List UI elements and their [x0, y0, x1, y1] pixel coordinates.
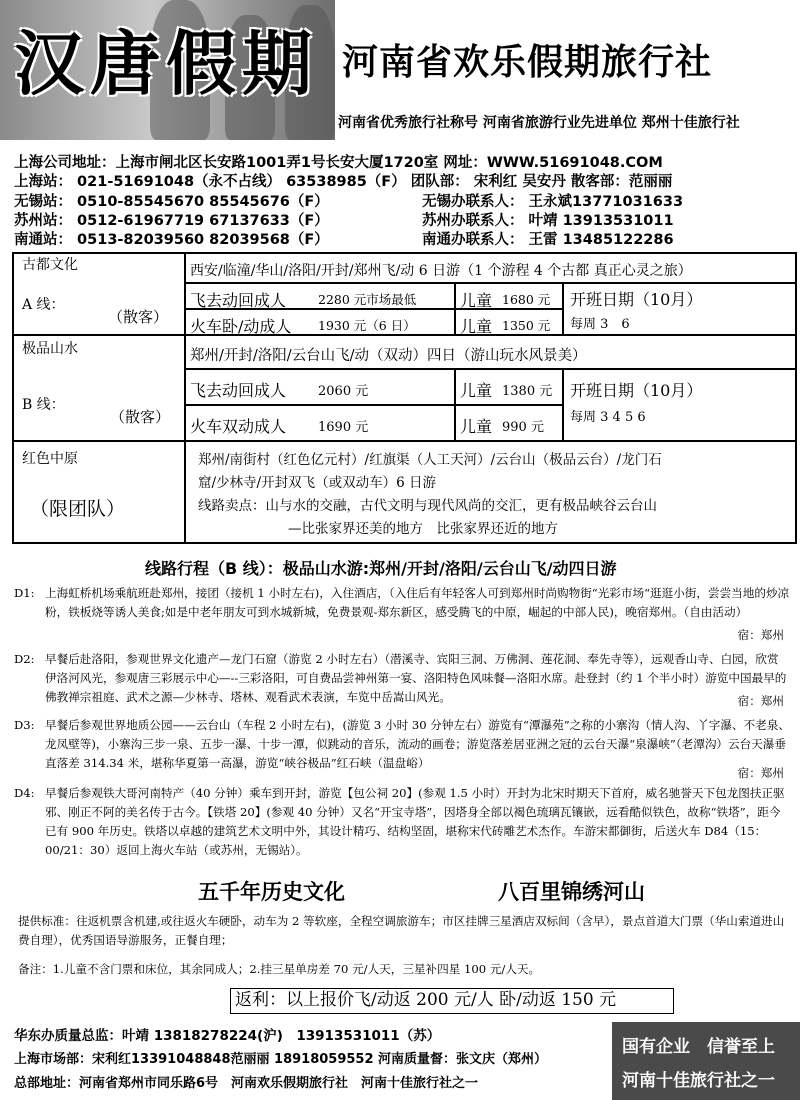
route-a-fly-label: 飞去动回成人 [190, 291, 287, 310]
honors-line: 河南省优秀旅行社称号 河南省旅游行业先进单位 郑州十佳旅行社 [338, 115, 740, 131]
route-b-child-train-label: 儿童 [460, 417, 493, 436]
agency-name: 河南省欢乐假期旅行社 [342, 42, 713, 83]
route-c-desc-2: 窟/少林寺/开封双飞（或双动车）6 日游 [198, 475, 436, 491]
route-c-title: 红色中原 [22, 451, 78, 467]
hq-address: 总部地址：河南省郑州市同乐路6号 河南欢乐假期旅行社 河南十佳旅行社之一 [14, 1076, 479, 1091]
rebate-box: 返利：以上报价飞/动返 200 元/人 卧/动返 150 元 [230, 988, 674, 1014]
day-text: 早餐后赴洛阳，参观世界文化遗产—龙门石窟（游览 2 小时左右）（潜溪寺、宾阳三洞、万佛洞、莲花洞、奉先寺等），远观香山寺、白园，欣赏伊洛河风光，参观唐三彩展示中心—--三彩洛阳，可自费品尝神州第一宴、洛阳特色风味餐—洛阳水席。赴登封（约 1 个半小时）游览中国最早的佛教禅宗祖庭、武术之源—少林寺、塔林、观看武术表演，车览中岳嵩山风光。 [45, 652, 787, 704]
route-b-schedule: 开班日期（10月） [570, 381, 703, 400]
day-stay: 宿：郑州 [737, 694, 784, 708]
route-b-days: 每周 3 4 5 6 [570, 410, 646, 425]
day-label: D3: [14, 718, 35, 732]
slogan-history: 五千年历史文化 [198, 879, 345, 904]
itinerary-day [14, 784, 792, 872]
wuxi-station: 无锡站： 0510-85545670 85545676（F） [14, 194, 329, 210]
route-b-schedule-cell [563, 369, 796, 441]
wuxi-contact: 无锡办联系人： 王永斌13771031633 [422, 194, 684, 210]
itinerary-day [14, 716, 792, 784]
route-c-desc-1: 郑州/南街村（红色亿元村）/红旗渠（人工天河）/云台山（极品云台）/龙门石 [198, 452, 662, 468]
header [0, 0, 800, 145]
route-table [12, 252, 797, 544]
route-b-fly-cell [185, 369, 455, 405]
day-text: 上海虹桥机场乘航班赴郑州，接团（接机 1 小时左右)，入住酒店，（入住后有年轻客人可到郑州时尚购物街“光彩市场“逛逛小街，尝尝当地的炒凉粉，铁板烧等诱人美食;如是中老年朋友可到水城新城，免费景观-郑东新区，感受腾飞的中原，崛起的中部人民)，晚宿郑州。（自由活动） [45, 586, 790, 619]
brand-banner [0, 0, 335, 140]
route-c-tagline: —比张家界还美的地方 比张家界还近的地方 [288, 521, 558, 537]
route-a-fly-cell [185, 283, 455, 309]
slogan-scenery: 八百里锦绣河山 [498, 879, 645, 904]
route-a-child-fly-cell [455, 283, 563, 309]
route-a-child-train-cell [455, 309, 563, 335]
route-a-child-fly-price: 1680 元 [502, 292, 551, 307]
route-a-train-price: 1930 元（6 日） [318, 318, 416, 333]
route-c-desc-cell [185, 441, 796, 543]
remarks: 备注：1.儿童不含门票和床位，其余同成人；2.挂三星单房差 70 元/人天，三星补四星 100 元/人天。 [18, 962, 541, 976]
route-b-fly-label: 飞去动回成人 [190, 381, 287, 400]
route-b-train-cell [185, 405, 455, 441]
route-a-train-label: 火车卧/动成人 [190, 317, 292, 336]
route-a-days: 每周 3 6 [570, 317, 630, 332]
route-a-desc-cell [185, 253, 796, 283]
route-c-title-cell [13, 441, 185, 543]
itinerary-day [14, 650, 792, 718]
route-b-line: B 线： [22, 397, 65, 413]
route-b-type: （散客） [110, 408, 171, 426]
route-c-type: （限团队） [30, 498, 126, 520]
shanghai-marketing: 上海市场部：宋利红13391048848范丽丽 18918059552 河南质量督：张文庆（郑州） [14, 1052, 548, 1067]
day-label: D1: [14, 586, 35, 600]
route-a-desc: 西安/临潼/华山/洛阳/开封/郑州飞/动 6 日游（1 个游程 4 个古都 真正心灵之旅） [190, 263, 692, 279]
itinerary-title: 线路行程（B 线）：极品山水游:郑州/开封/洛阳/云台山飞/动四日游 [145, 559, 617, 578]
company-address: 上海公司地址：上海市闸北区长安路1001弄1号长安大厦1720室 网址：WWW.51691048.COM [14, 155, 663, 171]
route-a-train-cell [185, 309, 455, 335]
route-a-child-fly-label: 儿童 [460, 291, 493, 310]
route-a-title: 古都文化 [22, 257, 78, 273]
day-label: D2: [14, 652, 35, 666]
service-standard: 提供标准：往返机票含机建,或往返火车硬卧，动车为 2 等软座，全程空调旅游车；市区挂牌三星酒店双标间（含早），景点首道大门票（华山索道进山费自理），优秀国语导游服务，正餐自理； [18, 914, 785, 947]
route-c-selling-points: 线路卖点：山与水的交融，古代文明与现代风尚的交汇，更有极品峡谷云台山 [198, 498, 657, 514]
route-b-child-fly-cell [455, 369, 563, 405]
badge-top-ten: 河南十佳旅行社之一 [622, 1071, 775, 1091]
day-text: 早餐后参观世界地质公园——云台山（车程 2 小时左右)，(游览 3 小时 30 分钟左右）游览有“潭瀑苑”之称的小寨沟（情人沟、丫字瀑、不老泉、龙凤壁等)，小寨沟三步一泉、五步一瀑、十步一潭，似跳动的音乐，流动的画卷；游览落差居亚洲之冠的云台天瀑“泉瀑峡”（老潭沟）云台天瀑垂直落差 314.34 米，堪称华夏第一高瀑，游览“峡谷极品”红石峡（温盘峪） [45, 718, 790, 770]
route-a-child-train-label: 儿童 [460, 317, 493, 336]
route-a-child-train-price: 1350 元 [502, 318, 551, 333]
route-b-child-train-cell [455, 405, 563, 441]
route-a-type: （散客） [108, 308, 169, 326]
day-text: 早餐后参观铁大哥河南特产（40 分钟）乘车到开封，游览【包公祠 20】(参观 1.5 小时）开封为北宋时期天下首府，威名驰誉天下包龙图扶正驱邪、刚正不阿的美名传于古今。【铁塔 20】(参观 40 分钟）又名“开宝寺塔”，因塔身全部以褐色琉璃瓦镶嵌，远看酷似铁色，故称“铁塔”，距今已有 900 年历史。铁塔以卓越的建筑艺术文明中外，其设计精巧、结构坚固，堪称宋代砖雕艺术杰作。车游宋都御街，后送火车 D84（15：00/21：30）返回上海火车站（或苏州，无锡站）。 [45, 786, 785, 857]
shanghai-station: 上海站： 021-51691048（永不占线） 63538985（F） 团队部： 宋利红 吴安丹 散客部：范丽丽 [14, 174, 673, 190]
nantong-station: 南通站： 0513-82039560 82039568（F） [14, 232, 329, 248]
route-a-line: A 线： [22, 297, 65, 313]
suzhou-station: 苏州站： 0512-61967719 67137633（F） [14, 213, 329, 229]
route-b-fly-price: 2060 元 [318, 384, 369, 399]
route-b-title-cell [13, 335, 185, 441]
suzhou-contact: 苏州办联系人： 叶靖 13913531011 [422, 213, 674, 229]
day-label: D4: [14, 786, 35, 800]
route-b-train-price: 1690 元 [318, 420, 369, 435]
route-b-title: 极品山水 [22, 341, 78, 357]
route-a-fly-price: 2280 元市场最低 [318, 292, 417, 307]
quality-director: 华东办质量总监：叶靖 13818278224(沪) 13913531011（苏） [14, 1028, 441, 1044]
contact-block [0, 148, 800, 248]
nantong-contact: 南通办联系人： 王雷 13485122286 [422, 232, 674, 248]
day-stay: 宿：郑州 [737, 628, 784, 642]
route-b-child-fly-price: 1380 元 [502, 384, 553, 399]
route-b-train-label: 火车双动成人 [190, 417, 287, 436]
badge-state-owned: 国有企业 信誉至上 [622, 1037, 775, 1057]
route-b-child-fly-label: 儿童 [460, 381, 493, 400]
route-b-child-train-price: 990 元 [502, 420, 544, 435]
route-b-desc: 郑州/开封/洛阳/云台山飞/动（双动）四日（游山玩水风景美） [190, 348, 587, 364]
footer-badge [612, 1022, 800, 1100]
itinerary-day [14, 584, 792, 652]
route-a-schedule-cell [563, 283, 796, 335]
day-stay: 宿：郑州 [737, 766, 784, 780]
route-b-desc-cell [185, 335, 796, 369]
route-a-schedule: 开班日期（10月） [570, 290, 703, 309]
brand-title: 汉唐假期 [14, 22, 318, 105]
route-a-title-cell [13, 253, 185, 335]
